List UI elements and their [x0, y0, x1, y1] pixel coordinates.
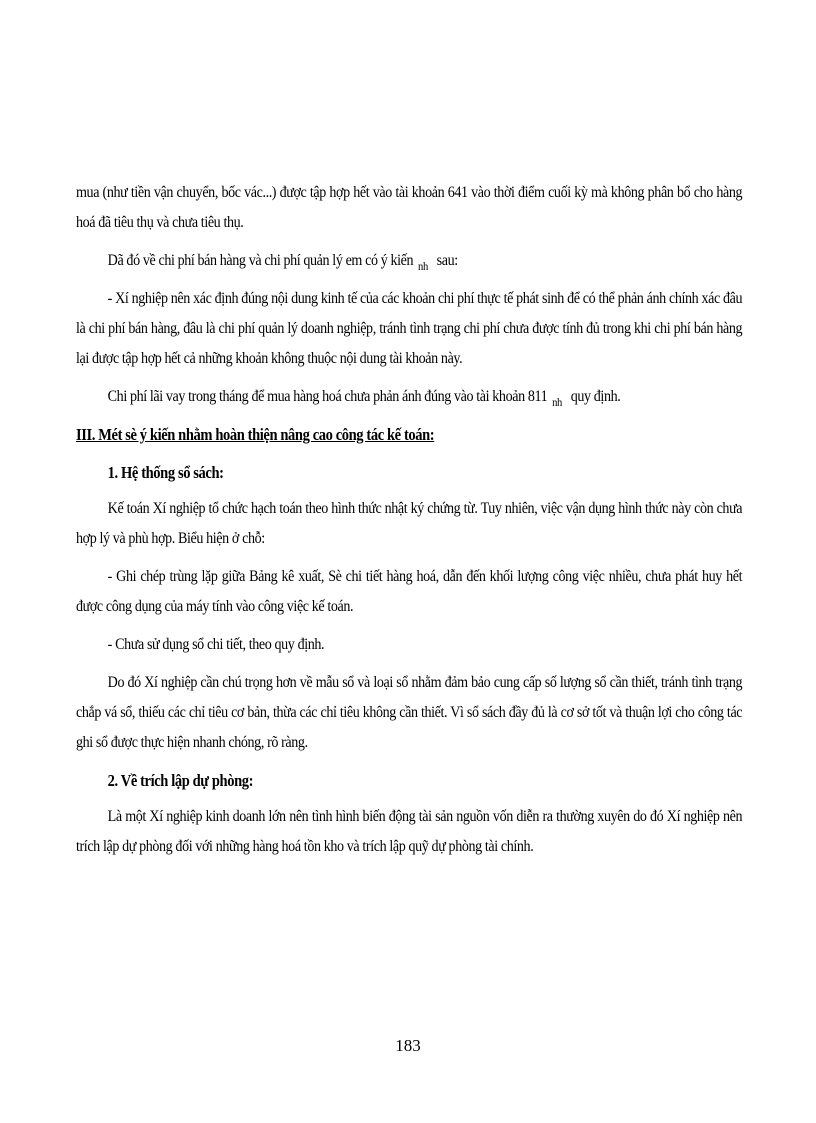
page-number: 183 — [395, 1036, 421, 1055]
paragraph-8: Do đó Xí nghiệp cần chú trọng hơn về mẫu sổ và loại sổ nhằm đảm bảo cung cấp số lượng sổ cần thiết, tránh tình trạng chắp vá sổ, thiếu các chỉ tiêu cơ bản, thừa các chỉ tiêu không cần thiết. Vì sổ sách đầy đủ là cơ sở tốt và thuận lợi cho công tác ghi sổ được thực hiện nhanh chóng, rõ ràng. — [76, 674, 743, 751]
paragraph-2-text: Dã đó về chi phí bán hàng và chi phí quản lý em có ý kiến — [107, 252, 414, 269]
paragraph-4-subscript: nh — [552, 395, 562, 409]
paragraph-7: - Chưa sử dụng sổ chi tiết, theo quy định. — [107, 636, 325, 653]
paragraph-4-end: quy định. — [570, 388, 621, 405]
paragraph-2 — [76, 246, 742, 276]
document-body — [76, 178, 742, 870]
subheading-2: 2. Về trích lập dự phòng: — [107, 771, 254, 790]
paragraph-6: - Ghi chép trùng lặp giữa Bảng kê xuất, Sè chi tiết hàng hoá, dẫn đến khối lượng công việc nhiều, chưa phát huy hết được công dụng của máy tính vào công việc kế toán. — [76, 568, 743, 615]
paragraph-4 — [76, 382, 742, 412]
paragraph-2-end: sau: — [436, 252, 458, 269]
section-heading: III. Mét sè ý kiến nhằm hoàn thiện nâng cao công tác kế toán: — [76, 425, 435, 444]
paragraph-2-subscript: nh — [418, 259, 428, 273]
paragraph-1: mua (như tiền vận chuyển, bốc vác...) được tập hợp hết vào tài khoản 641 vào thời điểm cuối kỳ mà không phân bổ cho hàng hoá đã tiêu thụ và chưa tiêu thụ. — [76, 184, 743, 231]
paragraph-5: Kế toán Xí nghiệp tổ chức hạch toán theo hình thức nhật ký chứng từ. Tuy nhiên, việc vận dụng hình thức này còn chưa hợp lý và phù hợp. Biểu hiện ở chỗ: — [76, 500, 743, 547]
paragraph-9: Là một Xí nghiệp kinh doanh lớn nên tình hình biến động tài sản nguồn vốn diễn ra thường xuyên do đó Xí nghiệp nên trích lập dự phòng đối với những hàng hoá tồn kho và trích lập quỹ dự phòng tài chính. — [76, 808, 743, 855]
paragraph-4-text: Chi phí lãi vay trong tháng để mua hàng hoá chưa phản ánh đúng vào tài khoản 811 — [107, 388, 548, 405]
paragraph-3: - Xí nghiệp nên xác định đúng nội dung kinh tế của các khoản chi phí thực tế phát sinh để có thể phản ánh chính xác đâu là chi phí bán hàng, đâu là chi phí quản lý doanh nghiệp, tránh tình trạng chi phí chưa được tính đủ trong khi chi phí bán hàng lại được tập hợp hết cả những khoản không thuộc nội dung tài khoản này. — [76, 290, 743, 367]
subheading-1: 1. Hệ thống sổ sách: — [107, 463, 224, 482]
